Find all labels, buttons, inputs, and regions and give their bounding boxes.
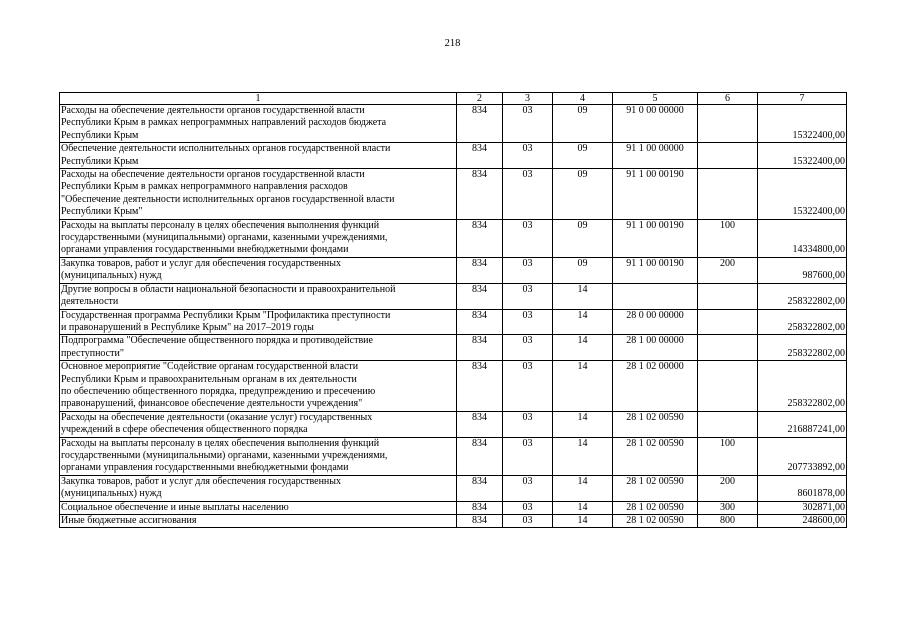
table-row [60, 411, 847, 437]
description-line: Расходы на обеспечение деятельности (оказание услуг) государственных [61, 411, 373, 423]
table-row [60, 335, 847, 361]
table-row [60, 143, 847, 169]
description-cell [60, 283, 457, 309]
description-line: Республики Крым и правоохранительным органам в их деятельности [61, 373, 357, 385]
description-line: "Обеспечение деятельности исполнительных органов государственной власти [61, 193, 395, 205]
target-article-cell: 28 1 02 00590 [613, 501, 698, 514]
target-article-cell: 91 1 00 00000 [613, 143, 698, 169]
amount-cell: 15322400,00 [758, 143, 847, 169]
section-cell: 03 [503, 309, 553, 335]
expense-type-cell [698, 309, 758, 335]
admin-code-cell: 834 [457, 105, 503, 143]
target-article-cell: 28 1 02 00590 [613, 515, 698, 528]
description-line: деятельности [61, 296, 119, 308]
description-line: Государственная программа Республики Крым "Профилактика преступности [61, 309, 391, 321]
description-cell [60, 437, 457, 475]
section-cell: 03 [503, 169, 553, 220]
table-row [60, 309, 847, 335]
subsection-cell: 09 [553, 169, 613, 220]
amount-cell: 15322400,00 [758, 105, 847, 143]
table-row [60, 475, 847, 501]
admin-code-cell: 834 [457, 283, 503, 309]
table-row [60, 257, 847, 283]
description-line: по обеспечению общественного порядка, предупреждению и пресечению [61, 385, 376, 397]
description-line: Закупка товаров, работ и услуг для обеспечения государственных [61, 257, 342, 269]
subsection-cell: 14 [553, 501, 613, 514]
description-line: и правонарушений в Республике Крым" на 2017–2019 годы [61, 321, 314, 333]
amount-cell: 258322802,00 [758, 361, 847, 412]
amount-cell: 15322400,00 [758, 169, 847, 220]
admin-code-cell: 834 [457, 309, 503, 335]
target-article-cell: 91 0 00 00000 [613, 105, 698, 143]
description-cell [60, 475, 457, 501]
subsection-cell: 09 [553, 219, 613, 257]
header-cell-1: 1 [60, 93, 457, 105]
admin-code-cell: 834 [457, 475, 503, 501]
table-row [60, 437, 847, 475]
admin-code-cell: 834 [457, 437, 503, 475]
admin-code-cell: 834 [457, 169, 503, 220]
admin-code-cell: 834 [457, 501, 503, 514]
amount-cell: 14334800,00 [758, 219, 847, 257]
description-line: Обеспечение деятельности исполнительных органов государственной власти [61, 143, 391, 155]
budget-table [59, 92, 847, 528]
description-line: государственными (муниципальными) органами, казенными учреждениями, [61, 449, 388, 461]
amount-cell: 987600,00 [758, 257, 847, 283]
target-article-cell [613, 283, 698, 309]
header-cell-4: 4 [553, 93, 613, 105]
table-row [60, 501, 847, 514]
description-cell [60, 411, 457, 437]
subsection-cell: 09 [553, 143, 613, 169]
amount-cell: 216887241,00 [758, 411, 847, 437]
header-row [60, 93, 847, 105]
table-body [60, 105, 847, 528]
table-row [60, 169, 847, 220]
description-cell [60, 219, 457, 257]
target-article-cell: 91 1 00 00190 [613, 257, 698, 283]
admin-code-cell: 834 [457, 219, 503, 257]
description-cell [60, 501, 457, 514]
header-cell-6: 6 [698, 93, 758, 105]
admin-code-cell: 834 [457, 411, 503, 437]
description-line: Закупка товаров, работ и услуг для обеспечения государственных [61, 475, 342, 487]
section-cell: 03 [503, 515, 553, 528]
description-cell [60, 309, 457, 335]
description-line: Республики Крым [61, 155, 139, 167]
section-cell: 03 [503, 283, 553, 309]
admin-code-cell: 834 [457, 361, 503, 412]
expense-type-cell [698, 105, 758, 143]
subsection-cell: 14 [553, 309, 613, 335]
section-cell: 03 [503, 219, 553, 257]
section-cell: 03 [503, 501, 553, 514]
table-row [60, 105, 847, 143]
amount-cell: 258322802,00 [758, 283, 847, 309]
expense-type-cell [698, 361, 758, 412]
target-article-cell: 28 1 00 00000 [613, 335, 698, 361]
table-row [60, 361, 847, 412]
section-cell: 03 [503, 475, 553, 501]
header-cell-3: 3 [503, 93, 553, 105]
description-line: государственными (муниципальными) органами, казенными учреждениями, [61, 232, 388, 244]
description-line: Расходы на выплаты персоналу в целях обеспечения выполнения функций [61, 219, 380, 231]
description-line: Расходы на обеспечение деятельности органов государственной власти [61, 105, 365, 116]
expense-type-cell: 300 [698, 501, 758, 514]
description-line: Республики Крым в рамках непрограммного направления расходов [61, 181, 348, 193]
subsection-cell: 09 [553, 257, 613, 283]
target-article-cell: 28 1 02 00000 [613, 361, 698, 412]
table-row [60, 515, 847, 528]
header-cell-7: 7 [758, 93, 847, 105]
description-line: Республики Крым в рамках непрограммных направлений расходов бюджета [61, 117, 387, 129]
description-line: Подпрограмма "Обеспечение общественного порядка и противодействие [61, 335, 373, 347]
admin-code-cell: 834 [457, 335, 503, 361]
section-cell: 03 [503, 335, 553, 361]
subsection-cell: 14 [553, 283, 613, 309]
admin-code-cell: 834 [457, 515, 503, 528]
section-cell: 03 [503, 257, 553, 283]
description-cell [60, 361, 457, 412]
description-line: Расходы на выплаты персоналу в целях обеспечения выполнения функций [61, 437, 380, 449]
admin-code-cell: 834 [457, 257, 503, 283]
subsection-cell: 14 [553, 437, 613, 475]
amount-cell: 258322802,00 [758, 335, 847, 361]
description-line: органами управления государственными внебюджетными фондами [61, 244, 349, 256]
subsection-cell: 14 [553, 335, 613, 361]
description-line: Основное мероприятие "Содействие органам государственной власти [61, 361, 359, 373]
description-cell [60, 143, 457, 169]
target-article-cell: 28 0 00 00000 [613, 309, 698, 335]
description-cell [60, 169, 457, 220]
expense-type-cell: 200 [698, 475, 758, 501]
expense-type-cell: 100 [698, 219, 758, 257]
expense-type-cell: 800 [698, 515, 758, 528]
description-line: (муниципальных) нужд [61, 488, 162, 500]
description-line: Иные бюджетные ассигнования [61, 515, 197, 526]
section-cell: 03 [503, 361, 553, 412]
target-article-cell: 28 1 02 00590 [613, 411, 698, 437]
amount-cell: 258322802,00 [758, 309, 847, 335]
description-line: Расходы на обеспечение деятельности органов государственной власти [61, 169, 365, 181]
amount-cell: 302871,00 [758, 501, 847, 514]
description-line: (муниципальных) нужд [61, 270, 162, 282]
section-cell: 03 [503, 437, 553, 475]
target-article-cell: 28 1 02 00590 [613, 475, 698, 501]
admin-code-cell: 834 [457, 143, 503, 169]
description-line: учреждений в сфере обеспечения общественного порядка [61, 424, 308, 436]
description-line: преступности" [61, 347, 124, 359]
subsection-cell: 09 [553, 105, 613, 143]
expense-type-cell [698, 283, 758, 309]
header-cell-2: 2 [457, 93, 503, 105]
section-cell: 03 [503, 143, 553, 169]
description-line: правонарушений, финансовое обеспечение деятельности учреждения" [61, 398, 363, 410]
expense-type-cell [698, 143, 758, 169]
amount-cell: 207733892,00 [758, 437, 847, 475]
description-cell [60, 257, 457, 283]
subsection-cell: 14 [553, 475, 613, 501]
description-cell [60, 515, 457, 528]
table-row [60, 219, 847, 257]
target-article-cell: 91 1 00 00190 [613, 219, 698, 257]
section-cell: 03 [503, 411, 553, 437]
header-cell-5: 5 [613, 93, 698, 105]
description-line: Республики Крым [61, 129, 139, 141]
description-cell [60, 335, 457, 361]
subsection-cell: 14 [553, 411, 613, 437]
subsection-cell: 14 [553, 515, 613, 528]
expense-type-cell: 100 [698, 437, 758, 475]
table-row [60, 283, 847, 309]
expense-type-cell [698, 411, 758, 437]
expense-type-cell [698, 335, 758, 361]
description-line: Социальное обеспечение и иные выплаты населению [61, 501, 289, 513]
subsection-cell: 14 [553, 361, 613, 412]
amount-cell: 8601878,00 [758, 475, 847, 501]
target-article-cell: 28 1 02 00590 [613, 437, 698, 475]
description-line: Другие вопросы в области национальной безопасности и правоохранительной [61, 283, 396, 295]
description-line: органами управления государственными внебюджетными фондами [61, 462, 349, 474]
amount-cell: 248600,00 [758, 515, 847, 528]
expense-type-cell: 200 [698, 257, 758, 283]
page-number: 218 [444, 38, 461, 49]
section-cell: 03 [503, 105, 553, 143]
description-cell [60, 105, 457, 143]
expense-type-cell [698, 169, 758, 220]
target-article-cell: 91 1 00 00190 [613, 169, 698, 220]
description-line: Республики Крым" [61, 206, 143, 218]
